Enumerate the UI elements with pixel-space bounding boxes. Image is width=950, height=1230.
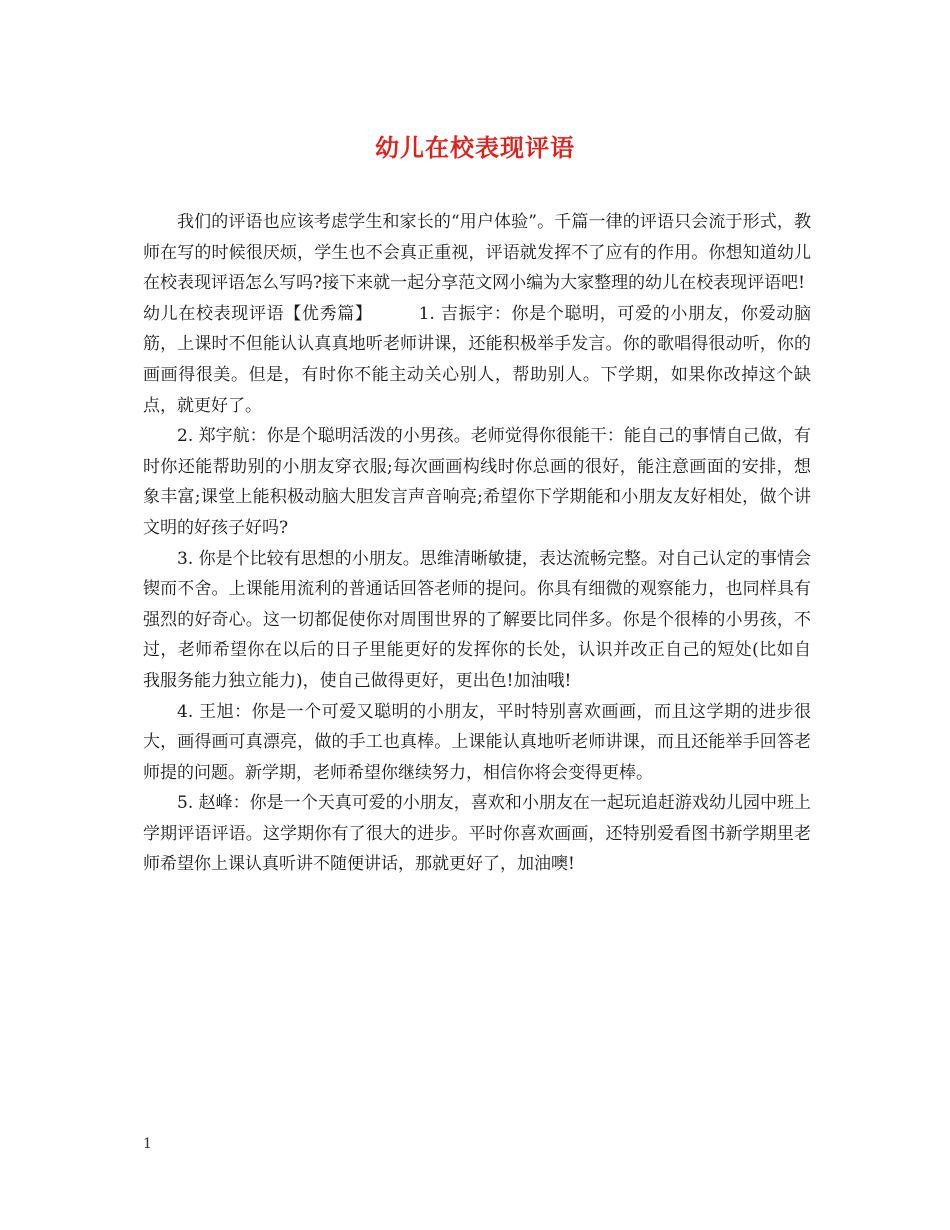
- comment-item-5: 5. 赵峰：你是一个天真可爱的小朋友，喜欢和小朋友在一起玩追赶游戏幼儿园中班上学期评语评语。这学期你有了很大的进步。平时你喜欢画画，还特别爱看图书新学期里老师希望你上课认真听讲不随便讲话，那就更好了，加油噢!: [143, 793, 811, 875]
- page-number: 1: [143, 1136, 152, 1152]
- section-paragraph: [143, 299, 811, 421]
- section-label: 幼儿在校表现评语【优秀篇】: [143, 303, 373, 324]
- comment-item-2: 2. 郑宇航：你是个聪明活泼的小男孩。老师觉得你很能干：能自己的事情自己做，有时你还能帮助别的小朋友穿衣服;每次画画构线时你总画的很好，能注意画面的安排，想象丰富;课堂上能积极动脑大胆发言声音响亮;希望你下学期能和小朋友友好相处，做个讲文明的好孩子好吗?: [143, 426, 811, 538]
- document-title: 幼儿在校表现评语: [375, 133, 575, 162]
- comment-item-4: 4. 王旭：你是一个可爱又聪明的小朋友，平时特别喜欢画画，而且这学期的进步很大，画得画可真漂亮，做的手工也真棒。上课能认真地听老师讲课，而且还能举手回答老师提的问题。新学期，老师希望你继续努力，相信你将会变得更棒。: [143, 701, 811, 783]
- comment-item-1: 1. 吉振宇：你是个聪明，可爱的小朋友，你爱动脑筋，上课时不但能认认真真地听老师讲课，还能积极举手发言。你的歌唱得很动听，你的画画得很美。但是，有时你不能主动关心别人，帮助别人。下学期，如果你改掉这个缺点，就更好了。: [143, 303, 812, 416]
- document-body: [143, 207, 811, 880]
- intro-paragraph: 我们的评语也应该考虑学生和家长的“用户体验”。千篇一律的评语只会流于形式，教师在写的时候很厌烦，学生也不会真正重视，评语就发挥不了应有的作用。你想知道幼儿在校表现评语怎么写吗?接下来就一起分享范文网小编为大家整理的幼儿在校表现评语吧!: [143, 212, 811, 294]
- comment-item-3: 3. 你是个比较有思想的小朋友。思维清晰敏捷，表达流畅完整。对自己认定的事情会锲而不舍。上课能用流利的普通话回答老师的提问。你具有细微的观察能力，也同样具有强烈的好奇心。这一切都促使你对周围世界的了解要比同伴多。你是个很棒的小男孩，不过，老师希望你在以后的日子里能更好的发挥你的长处，认识并改正自己的短处(比如自我服务能力独立能力)，使自己做得更好，更出色!加油哦!: [143, 548, 811, 691]
